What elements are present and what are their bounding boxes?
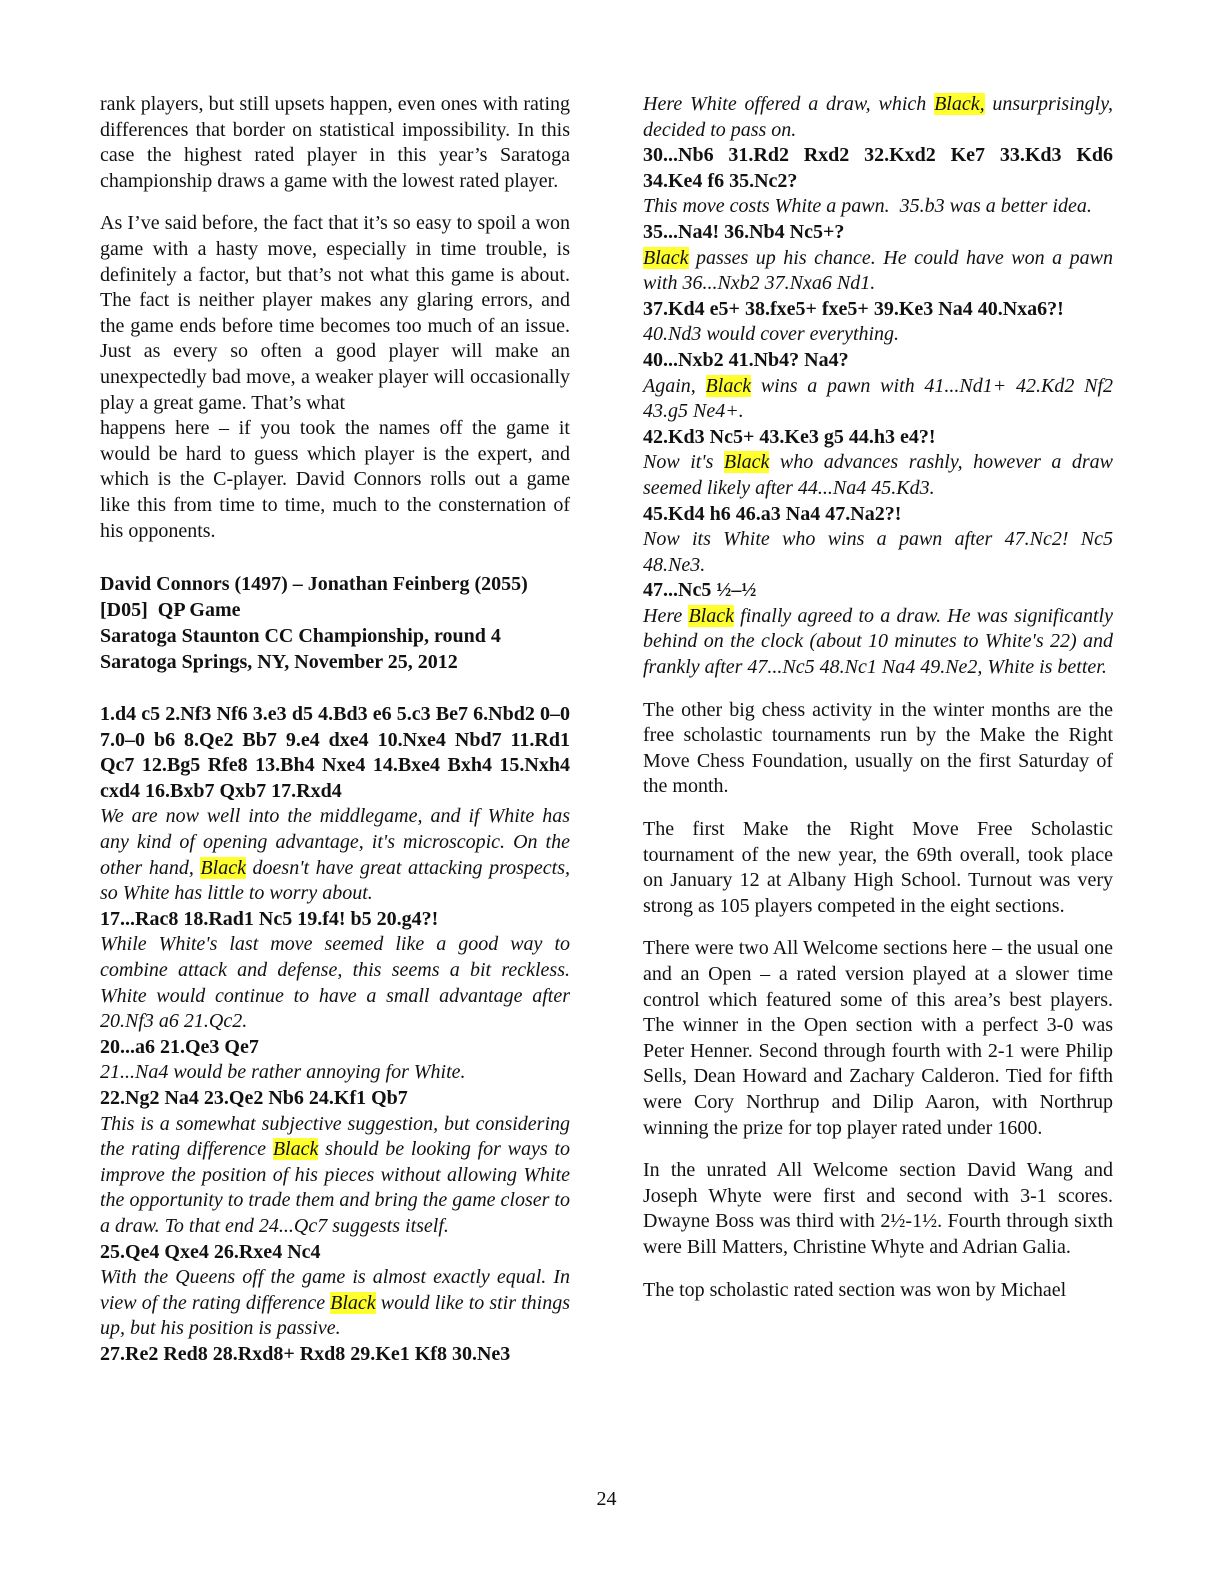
text-segment: rank players, but still upsets happen, even ones with rating differences that border on statistical impossibility. In this case the highest rated player in this year’s Saratoga championship draws a game with the lowest rated player. [100,93,570,192]
game-moves [100,1342,570,1368]
game-annotation [100,1112,570,1240]
paragraph [100,92,570,194]
text-segment: This is a somewhat subjective suggestion, but considering the rating difference [100,1112,570,1161]
game-annotation [643,92,1113,143]
text-segment: 22.Ng2 Na4 23.Qe2 Nb6 24.Kf1 Qb7 [100,1087,408,1109]
text-segment: should be looking for ways to improve the position of his pieces without allowing White the opportunity to trade them and bring the game closer to a draw. To that end 24...Qc7 suggests itself. [100,1138,570,1237]
game-annotation [643,527,1113,578]
highlighted-text: Black [330,1291,376,1314]
game-annotation [643,604,1113,681]
text-segment: There were two All Welcome sections here – the usual one and an Open – a rated version played at a slower time control which featured some of this area’s best players. The winner in the Open section with a perfect 3-0 was Peter Henner. Second through fourth with 2-1 were Philip Sells, Dean Howard and Zachary Calderon. Tied for fifth were Cory Northrup and Dilip Aaron, with Northrup winning the prize for top player rated under 1600. [643,937,1113,1139]
paragraph [100,211,570,416]
text-segment: 37.Kd4 e5+ 38.fxe5+ fxe5+ 39.Ke3 Na4 40.Nxa6?! [643,297,1064,320]
game-annotation [100,804,570,906]
game-annotation [100,1265,570,1342]
text-segment: 40.Nd3 would cover everything. [643,323,900,346]
game-moves [100,702,570,804]
paragraph [643,936,1113,1141]
right-column [643,92,1113,1368]
highlighted-text: Black [705,374,752,397]
text-segment: 47...Nc5 ½–½ [643,579,757,602]
text-segment: who advances rashly, however a draw seemed likely after 44...Na4 45.Kd3. [643,451,1113,499]
text-segment: 40...Nxb2 41.Nb4? Na4? [643,348,849,371]
game-annotation [643,246,1113,297]
text-segment: Now its White who wins a pawn after 47.Nc2! Nc5 48.Ne3. [643,528,1113,576]
text-segment: 45.Kd4 h6 46.a3 Na4 47.Na2?! [643,502,902,525]
text-segment: passes up his chance. He could have won a pawn with 36...Nxb2 37.Nxa6 Nd1. [643,246,1113,295]
paragraph [643,698,1113,800]
game-moves [643,220,1113,246]
text-segment: happens here – if you took the names off the game it would be hard to guess which player is the expert, and which is the C-player. David Connors rolls out a game like this from time to time, much to the consternation of his opponents. [100,417,570,542]
text-segment: The first Make the Right Move Free Scholastic tournament of the new year, the 69th overall, took place on January 12 at Albany High School. Turnout was very strong as 105 players competed in the eight sections. [643,818,1113,917]
highlighted-text: Black, [934,93,985,115]
game-header-line: David Connors (1497) – Jonathan Feinberg (2055) [100,573,528,596]
text-segment: 27.Re2 Red8 28.Rxd8+ Rxd8 29.Ke1 Kf8 30.Ne3 [100,1342,511,1365]
page-footer [100,1486,1113,1512]
text-segment: doesn't have great attacking prospects, so White has little to worry about. [100,856,570,905]
game-moves [100,907,570,933]
game-moves [643,425,1113,451]
game-moves [100,1240,570,1266]
text-segment: The top scholastic rated section was won by Michael [643,1278,1067,1301]
text-segment: While White's last move seemed like a good way to combine attack and defense, this seems a bit reckless. White would continue to have a small advantage after 20.Nf3 a6 21.Qc2. [100,933,570,1033]
text-segment: With the Queens off the game is almost exactly equal. In view of the rating difference [100,1266,570,1314]
highlighted-text: Black [200,856,246,879]
highlighted-text: Black [272,1138,319,1161]
game-header-line: Saratoga Staunton CC Championship, round 4 [100,625,501,648]
text-segment: would like to stir things up, but his position is passive. [100,1291,570,1340]
text-segment: 25.Qe4 Qxe4 26.Rxe4 Nc4 [100,1240,321,1263]
text-segment: Here [643,604,689,627]
text-segment: 17...Rac8 18.Rad1 Nc5 19.f4! b5 20.g4?! [100,907,439,930]
left-column [100,92,570,1368]
game-moves [643,502,1113,528]
game-moves [643,348,1113,374]
page-number: 24 [596,1488,617,1510]
text-segment: 20...a6 21.Qe3 Qe7 [100,1035,259,1058]
text-segment: 1.d4 c5 2.Nf3 Nf6 3.e3 d5 4.Bd3 e6 5.c3 Be7 6.Nbd2 0–0 7.0–0 b6 8.Qe2 Bb7 9.e4 dxe4 10.Nxe4 Nbd7 11.Rd1 Qc7 12.Bg5 Rfe8 13.Bh4 Nxe4 14.Bxe4 Bxh4 15.Nxh4 cxd4 16.Bxb7 Qxb7 17.Rxd4 [100,703,570,802]
text-segment: 30...Nb6 31.Rd2 Rxd2 32.Kxd2 Ke7 33.Kd3 Kd6 34.Ke4 f6 35.Nc2? [643,144,1113,192]
game-annotation [100,1060,570,1086]
game-annotation [643,450,1113,501]
text-segment: 35...Na4! 36.Nb4 Nc5+? [643,220,845,243]
text-segment: Here White offered a draw, which [643,93,935,115]
highlighted-text: Black [723,451,770,474]
highlighted-text: Black [688,604,734,627]
game-moves [643,297,1113,323]
paragraph [643,1278,1113,1304]
paragraph [100,416,570,544]
text-segment: finally agreed to a draw. He was significantly behind on the clock (about 10 minutes to White's 22) and frankly after 47...Nc5 48.Nc1 Na4 49.Ne2, White is better. [643,604,1113,679]
text-segment: The other big chess activity in the winter months are the free scholastic tournaments run by the Make the Right Move Chess Foundation, usually on the first Saturday of the month. [643,698,1113,798]
game-header-line: Saratoga Springs, NY, November 25, 2012 [100,651,458,674]
paragraph [643,1158,1113,1260]
text-segment: As I’ve said before, the fact that it’s so easy to spoil a won game with a hasty move, especially in time trouble, is definitely a factor, but that’s not what this game is about. The fact is neither player makes any glaring errors, and the game ends before time becomes too much of an issue. Just as every so often a good player will make an unexpectedly bad move, a weaker player will occasionally play a great game. That’s what [100,212,570,414]
text-segment: Again, [643,374,706,397]
text-segment: unsurprisingly, decided to pass on. [643,93,1113,141]
text-segment: Now it's [643,451,724,474]
text-segment: In the unrated All Welcome section David Wang and Joseph Whyte were first and second with 3-1 scores. Dwayne Boss was third with 2½-1½. Fourth through sixth were Bill Matters, Christine Whyte and Adrian Galia. [643,1159,1113,1258]
game-moves [643,578,1113,604]
game-moves [643,143,1113,194]
text-segment: wins a pawn with 41...Nd1+ 42.Kd2 Nf2 43.g5 Ne4+. [643,374,1113,423]
game-moves [100,1035,570,1061]
game-annotation [643,322,1113,348]
game-annotation [100,932,570,1034]
highlighted-text: Black [643,246,689,269]
game-moves [100,1086,570,1112]
paragraph [643,817,1113,919]
game-header-line: [D05] QP Game [100,599,241,622]
text-segment: 42.Kd3 Nc5+ 43.Ke3 g5 44.h3 e4?! [643,425,936,448]
game-annotation [643,194,1113,220]
text-segment: This move costs White a pawn. 35.b3 was a better idea. [643,195,1092,218]
game-annotation [643,374,1113,425]
text-segment: 21...Na4 would be rather annoying for White. [100,1061,466,1084]
game-header [100,571,570,675]
text-segment: We are now well into the middlegame, and if White has any kind of opening advantage, it's microscopic. On the other hand, [100,805,570,879]
